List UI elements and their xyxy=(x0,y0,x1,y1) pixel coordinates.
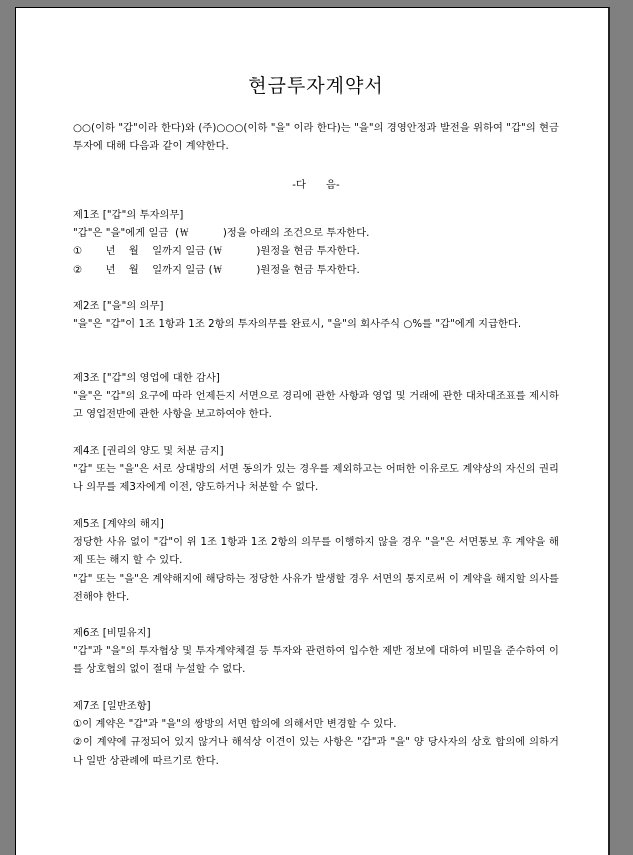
article-text-2: ②이 계약에 규정되어 있지 않거나 해석상 이견이 있는 사항은 "갑"과 "을" 양 당사자의 상호 합의에 의하거나 일반 상관례에 따르기로 한다. xyxy=(73,737,559,767)
article-7 xyxy=(73,698,559,771)
article-5 xyxy=(73,516,559,607)
article-1 xyxy=(73,207,559,280)
article-line: ② 년 월 일까지 일금 (￦ )원정을 현금 투자한다. xyxy=(73,264,360,276)
intro-text: ○○(이하 "갑"이라 한다)와 (주)○○○(이하 "을" 이라 한다)는 "을"의 경영안정과 발전을 위하여 "갑"의 현금투자에 대해 다음과 같이 계약한다. xyxy=(73,123,559,153)
article-3 xyxy=(73,370,559,425)
article-text: "을"은 "갑"의 요구에 따라 언제든지 서면으로 경리에 관한 사항과 영업 및 거래에 관한 대차대조표를 제시하고 영업전반에 관한 사항을 보고하여야 한다. xyxy=(73,391,559,421)
document-page xyxy=(15,7,610,855)
article-text: "갑" 또는 "을"은 서로 상대방의 서면 동의가 있는 경우를 제외하고는 어떠한 이유로도 계약상의 자신의 권리나 의무를 제3자에게 이전, 양도하거나 처분할 수 없다. xyxy=(73,464,559,494)
intro-paragraph xyxy=(73,120,559,156)
article-heading: 제6조 [비밀유지] xyxy=(73,628,151,639)
article-text: 정당한 사유 없이 "갑"이 위 1조 1항과 1조 2항의 의무를 이행하지 않을 경우 "을"은 서면통보 후 계약을 해제 또는 해지 할 수 있다. xyxy=(73,537,559,567)
article-6 xyxy=(73,625,559,680)
da-eum-heading xyxy=(73,177,559,195)
article-text: ①이 계약은 "갑"과 "을"의 쌍방의 서면 합의에 의해서만 변경할 수 있다. xyxy=(73,719,397,731)
article-text-2: "갑" 또는 "을"은 계약해지에 해당하는 정당한 사유가 발생할 경우 서면의 통지로써 이 계약을 해지할 의사를 전해야 한다. xyxy=(73,573,559,603)
article-heading: 제3조 ["갑"의 영업에 대한 감사] xyxy=(73,373,221,384)
article-heading: 제5조 [계약의 해지] xyxy=(73,519,164,530)
article-line: ① 년 월 일까지 일금 (￦ )원정을 현금 투자한다. xyxy=(73,246,360,258)
article-heading: 제1조 ["갑"의 투자의무] xyxy=(73,210,184,221)
document-title: 현금투자계약서 xyxy=(248,75,384,97)
article-4 xyxy=(73,443,559,498)
article-2 xyxy=(73,298,559,334)
article-heading: 제7조 [일반조항] xyxy=(73,701,151,712)
da-eum-text: -다 음- xyxy=(292,180,340,191)
article-heading: 제4조 [권리의 양도 및 처분 금지] xyxy=(73,446,224,457)
article-text: "을"은 "갑"이 1조 1항과 1조 2항의 투자의무를 완료시, "을"의 회사주식 ○%를 "갑"에게 지급한다. xyxy=(73,319,522,331)
article-text: "갑"과 "을"의 투자협상 및 투자계약체결 등 투자와 관련하여 입수한 제반 정보에 대하여 비밀을 준수하여 이를 상호협의 없이 절대 누설할 수 없다. xyxy=(73,646,559,676)
article-heading: 제2조 ["을"의 의무] xyxy=(73,301,164,312)
article-line: "갑"은 "을"에게 일금 (￦ )정을 아래의 조건으로 투자한다. xyxy=(73,228,370,240)
